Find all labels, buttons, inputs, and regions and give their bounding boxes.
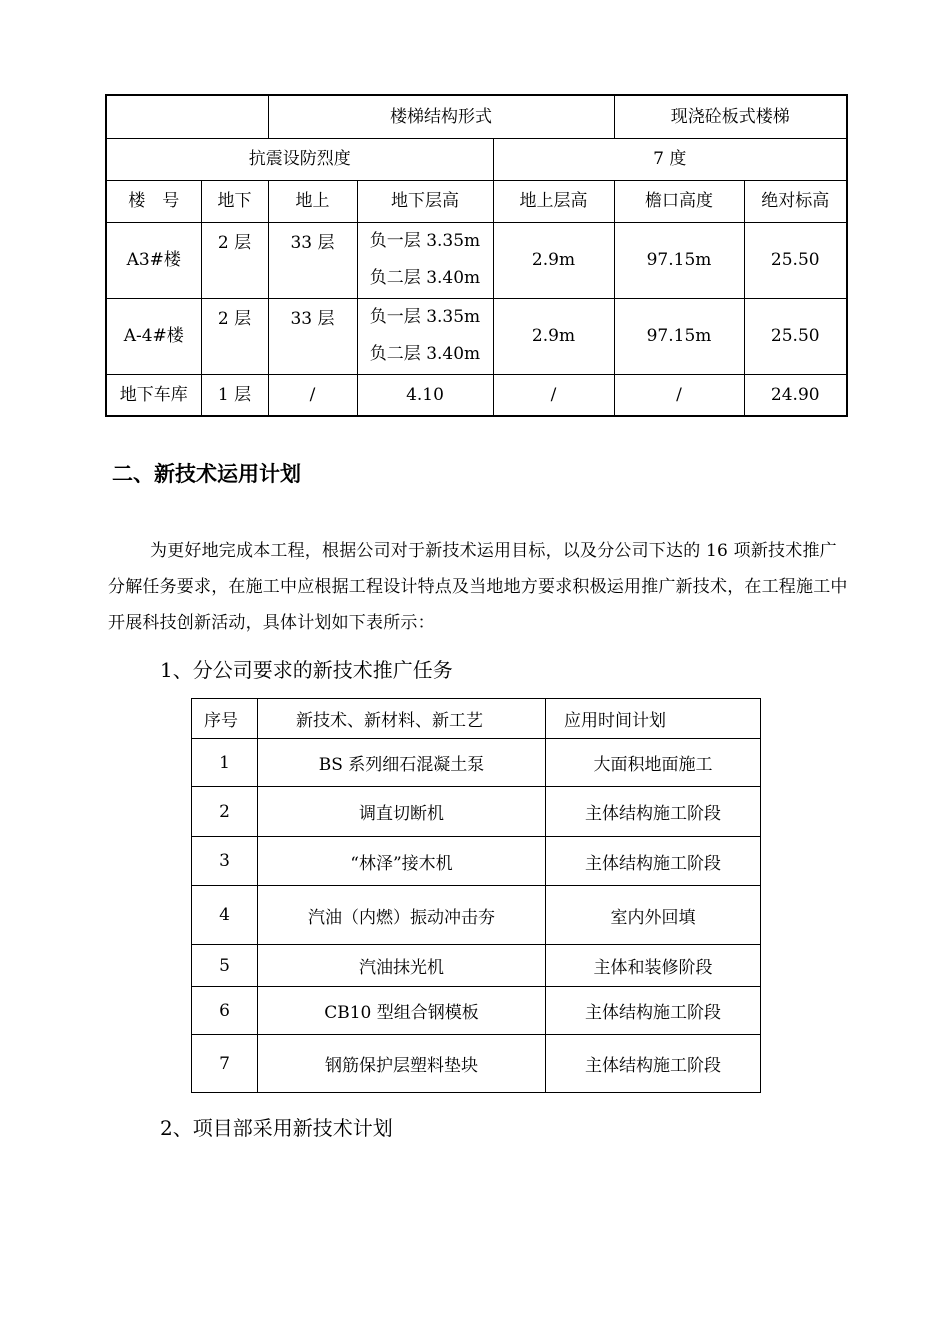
tech-name: BS 系列细石混凝土泵 — [258, 739, 546, 787]
table-row — [192, 886, 761, 945]
table-row — [106, 222, 847, 298]
col-header: 地下层高 — [357, 180, 493, 222]
table-row — [192, 787, 761, 837]
absolute-elevation: 24.90 — [744, 374, 847, 416]
above-height: 2.9m — [493, 298, 614, 374]
below-heights — [357, 298, 493, 374]
below-height-1: 负一层 3.35m — [369, 231, 481, 251]
col-header: 绝对标高 — [744, 180, 847, 222]
floors-above: 33 层 — [268, 298, 357, 374]
above-height: 2.9m — [493, 222, 614, 298]
floors-above: 33 层 — [268, 222, 357, 298]
col-header: 新技术、新材料、新工艺 — [258, 699, 546, 739]
table-row — [106, 298, 847, 374]
absolute-elevation: 25.50 — [744, 298, 847, 374]
tech-name: CB10 型组合钢模板 — [258, 987, 546, 1035]
schedule: 主体结构施工阶段 — [546, 787, 761, 837]
blank-cell — [106, 95, 268, 138]
building-info-table — [105, 94, 848, 417]
subheading-2: 2、项目部采用新技术计划 — [160, 1116, 393, 1140]
tech-name: 汽油抹光机 — [258, 945, 546, 987]
below-height-1: 负一层 3.35m — [369, 307, 481, 327]
tech-table — [191, 698, 761, 1093]
table-row — [192, 739, 761, 787]
below-height-2: 负二层 3.40m — [369, 268, 481, 288]
seismic-label: 抗震设防烈度 — [106, 138, 493, 180]
above-height: / — [493, 374, 614, 416]
absolute-elevation: 25.50 — [744, 222, 847, 298]
table-row — [192, 837, 761, 886]
row-number: 6 — [192, 987, 258, 1035]
row-number: 5 — [192, 945, 258, 987]
eave-height: 97.15m — [614, 298, 744, 374]
tech-name: 调直切断机 — [258, 787, 546, 837]
row-number: 1 — [192, 739, 258, 787]
table-row — [192, 945, 761, 987]
schedule: 主体和装修阶段 — [546, 945, 761, 987]
floors-below: 2 层 — [201, 298, 268, 374]
floors-below: 1 层 — [201, 374, 268, 416]
schedule: 大面积地面施工 — [546, 739, 761, 787]
col-header: 地下 — [201, 180, 268, 222]
col-header: 序号 — [192, 699, 258, 739]
header-row — [192, 699, 761, 739]
row-number: 7 — [192, 1035, 258, 1093]
table-row — [192, 987, 761, 1035]
row-number: 3 — [192, 837, 258, 886]
table-row — [106, 95, 847, 138]
stair-label: 楼梯结构形式 — [268, 95, 614, 138]
floors-below: 2 层 — [201, 222, 268, 298]
table-row — [106, 138, 847, 180]
row-number: 2 — [192, 787, 258, 837]
tech-name: 汽油（内燃）振动冲击夯 — [258, 886, 546, 945]
table-row — [106, 374, 847, 416]
section-heading: 二、新技术运用计划 — [112, 462, 301, 486]
header-row — [106, 180, 847, 222]
col-header: 檐口高度 — [614, 180, 744, 222]
table-row — [192, 1035, 761, 1093]
schedule: 主体结构施工阶段 — [546, 987, 761, 1035]
schedule: 主体结构施工阶段 — [546, 837, 761, 886]
col-header: 楼 号 — [106, 180, 201, 222]
eave-height: / — [614, 374, 744, 416]
below-height-2: 负二层 3.40m — [369, 344, 481, 364]
stair-value: 现浇砼板式楼梯 — [614, 95, 847, 138]
seismic-value: 7 度 — [493, 138, 847, 180]
below-heights — [357, 222, 493, 298]
schedule: 室内外回填 — [546, 886, 761, 945]
below-height: 4.10 — [357, 374, 493, 416]
col-header: 应用时间计划 — [546, 699, 761, 739]
col-header: 地上 — [268, 180, 357, 222]
schedule: 主体结构施工阶段 — [546, 1035, 761, 1093]
intro-paragraph: 为更好地完成本工程，根据公司对于新技术运用目标，以及分公司下达的 16 项新技术推广分解任务要求，在施工中应根据工程设计特点及当地地方要求积极运用推广新技术，在工程施工中开展科技创新活动，具体计划如下表所示： — [108, 541, 848, 633]
building-name: A-4#楼 — [106, 298, 201, 374]
subheading-1: 1、分公司要求的新技术推广任务 — [160, 658, 453, 682]
floors-above: / — [268, 374, 357, 416]
row-number: 4 — [192, 886, 258, 945]
eave-height: 97.15m — [614, 222, 744, 298]
tech-name: “林泽”接木机 — [258, 837, 546, 886]
tech-name: 钢筋保护层塑料垫块 — [258, 1035, 546, 1093]
building-name: 地下车库 — [106, 374, 201, 416]
col-header: 地上层高 — [493, 180, 614, 222]
building-name: A3#楼 — [106, 222, 201, 298]
